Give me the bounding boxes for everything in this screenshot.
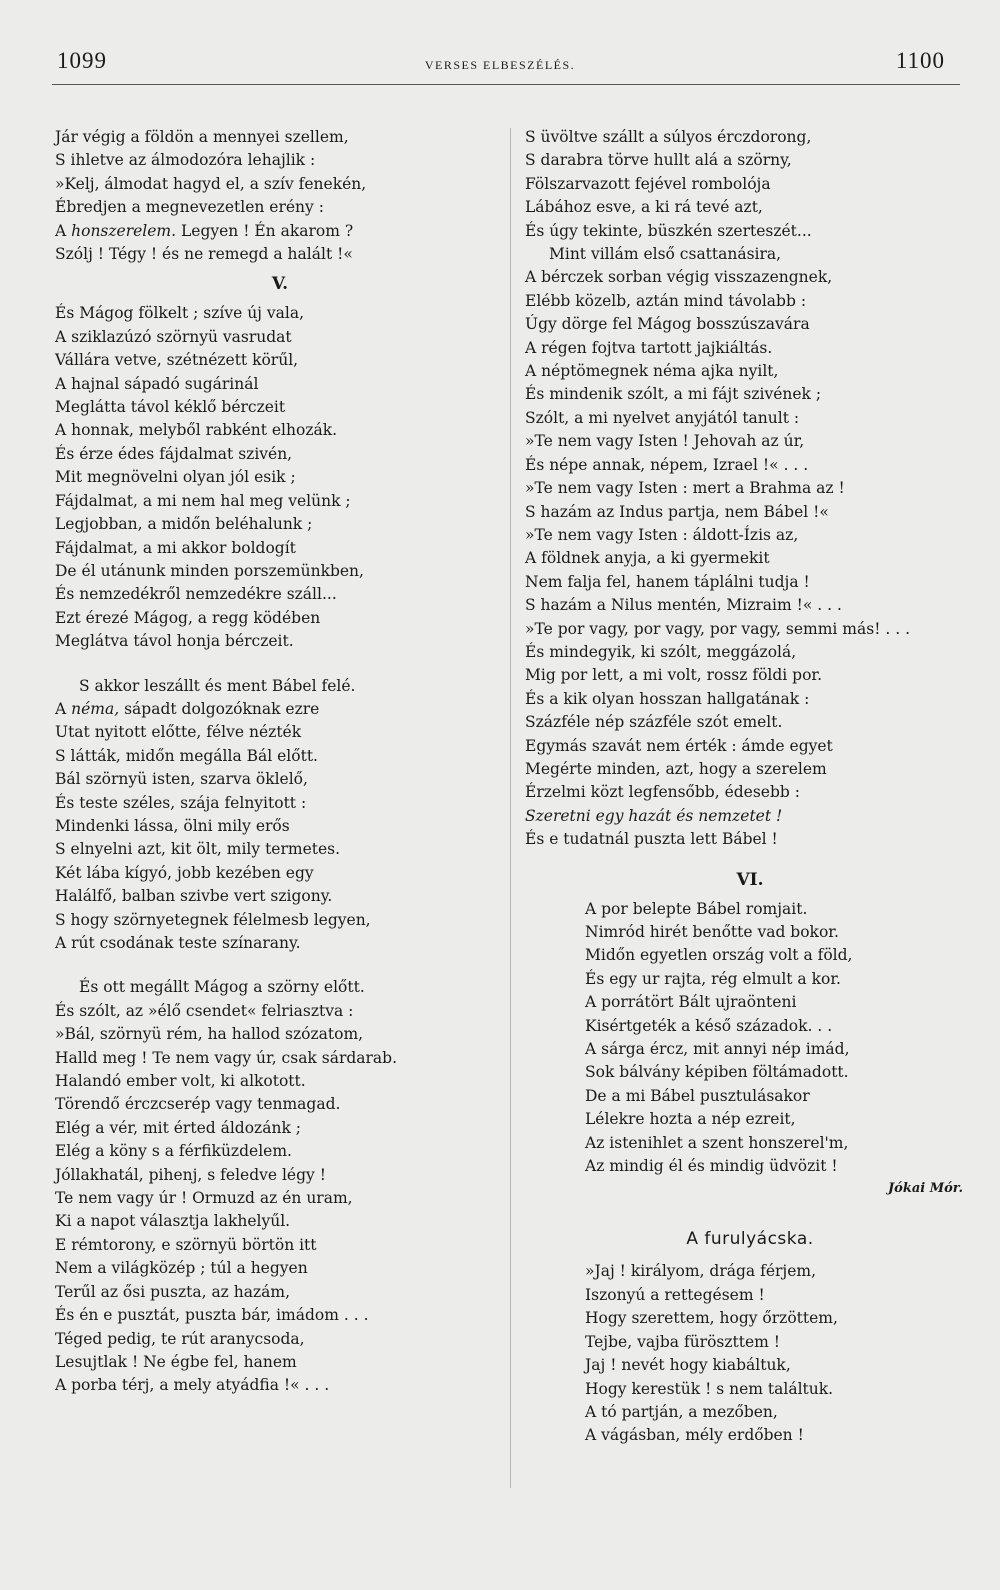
- verse-line: S akkor leszállt és ment Bábel felé.: [79, 676, 356, 695]
- verse-line: Halálfő, balban szivbe vert szigony.: [55, 887, 333, 906]
- verse-line: Jaj ! nevét hogy kiabáltuk,: [585, 1356, 791, 1375]
- verse-line: »Te nem vagy Isten : áldott-Ízis az,: [525, 525, 799, 544]
- verse-line: Mindenki lássa, ölni mily erős: [55, 816, 290, 835]
- section-heading-v: V.: [271, 274, 289, 295]
- running-title: VERSES ELBESZÉLÉS.: [424, 58, 576, 72]
- verse-line: A por belepte Bábel romjait.: [585, 899, 808, 918]
- verse-line: És a kik olyan hosszan hallgatának :: [525, 689, 810, 708]
- verse-line: Mint villám első csattanásira,: [549, 245, 782, 264]
- verse-line: Bál szörnyü isten, szarva öklelő,: [55, 770, 308, 789]
- verse-line: A bérczek sorban végig visszazengnek,: [525, 268, 833, 287]
- right-page-number: 1100: [895, 48, 945, 73]
- verse-line: Jóllakhatál, pihenj, s feledve légy !: [55, 1165, 326, 1184]
- column-divider: [510, 128, 511, 1488]
- verse-line: És nemzedékről nemzedékre száll...: [55, 585, 337, 604]
- section-heading-vi: VI.: [736, 869, 764, 890]
- verse-line: »Kelj, álmodat hagyd el, a szív fenekén,: [55, 174, 367, 193]
- verse-line: A honnak, melyből rabként elhozák.: [55, 421, 338, 440]
- verse-line: Halld meg ! Te nem vagy úr, csak sárdarab.: [55, 1048, 398, 1067]
- verse-line: S elnyelni azt, kit ölt, mily termetes.: [55, 840, 341, 859]
- verse-line: »Jaj ! királyom, drága férjem,: [585, 1262, 817, 1281]
- verse-line: Vállára vetve, szétnézett körűl,: [55, 351, 299, 370]
- verse-line: Nimród hirét benőtte vad bokor.: [585, 923, 839, 941]
- verse-line: »Te nem vagy Isten : mert a Brahma az !: [525, 479, 845, 498]
- verse-line: Midőn egyetlen ország volt a föld,: [585, 946, 853, 965]
- verse-line: Mit megnövelni olyan jól esik ;: [55, 468, 296, 487]
- verse-line: Sok bálvány képiben föltámadott.: [585, 1063, 849, 1082]
- verse-line: S darabra törve hullt alá a szörny,: [525, 151, 792, 170]
- verse-line: A tó partján, a mezőben,: [585, 1402, 778, 1421]
- verse-line: Lesujtlak ! Ne égbe fel, hanem: [55, 1352, 297, 1371]
- verse-line: Két lába kígyó, jobb kezében egy: [55, 863, 314, 882]
- verse-line: »Te por vagy, por vagy, por vagy, semmi más! . . .: [525, 619, 910, 638]
- poem-title: A furulyácska.: [686, 1229, 814, 1250]
- verse-line: És mindegyik, ki szólt, meggázolá,: [525, 642, 797, 661]
- verse-line: A vágásban, mély erdőben !: [585, 1426, 804, 1445]
- verse-line: Lélekre hozta a nép ezreit,: [585, 1110, 796, 1129]
- verse-line: Hogy szerettem, hogy őrzöttem,: [585, 1309, 838, 1328]
- verse-line: Hogy kerestük ! s nem találtuk.: [585, 1379, 834, 1398]
- verse-line: Utat nyitott előtte, félve nézték: [55, 723, 302, 742]
- verse-line: »Te nem vagy Isten ! Jehovah az úr,: [525, 432, 805, 451]
- verse-line: A néma, sápadt dolgozóknak ezre: [55, 699, 320, 718]
- verse-line: De a mi Bábel pusztulásakor: [585, 1086, 810, 1105]
- verse-line: Tejbe, vajba füröszttem !: [585, 1332, 781, 1351]
- verse-line: S hazám az Indus partja, nem Bábel !«: [525, 502, 829, 521]
- verse-line: Ki a napot választja lakhelyűl.: [55, 1212, 291, 1231]
- verse-line: És egy ur rajta, rég elmult a kor.: [585, 969, 841, 988]
- verse-line: És népe annak, népem, Izrael !« . . .: [525, 455, 809, 474]
- left-page-number: 1099: [57, 48, 107, 73]
- verse-line: A hajnal sápadó sugárinál: [55, 374, 259, 393]
- verse-line: És teste széles, szája felnyitott :: [55, 793, 307, 812]
- verse-line: Úgy dörge fel Mágog bosszúszavára: [525, 315, 810, 334]
- verse-line: Szeretni egy hazát és nemzetet !: [525, 806, 783, 825]
- verse-line: S üvöltve szállt a súlyos érczdorong,: [525, 128, 812, 146]
- page-header: [55, 48, 945, 88]
- verse-line: Nem falja fel, hanem táplálni tudja !: [525, 572, 810, 591]
- verse-line: Szólt, a mi nyelvet anyjától tanult :: [525, 408, 800, 427]
- verse-line: S látták, midőn megálla Bál előtt.: [55, 746, 318, 765]
- verse-line: Iszonyú a rettegésem !: [585, 1285, 765, 1304]
- verse-line: Ezt érezé Mágog, a regg ködében: [55, 608, 321, 627]
- header-rule: [52, 84, 960, 85]
- verse-line: A régen fojtva tartott jajkiáltás.: [525, 338, 773, 357]
- verse-line: Kisértgeték a késő századok. . .: [585, 1016, 833, 1035]
- verse-line: Te nem vagy úr ! Ormuzd az én uram,: [55, 1189, 353, 1208]
- verse-line: Az istenihlet a szent honszerel'm,: [585, 1133, 849, 1152]
- verse-line: És én e pusztát, puszta bár, imádom . . .: [55, 1306, 369, 1325]
- verse-line: E rémtorony, e szörnyü börtön itt: [55, 1235, 317, 1254]
- verse-line: Halandó ember volt, ki alkotott.: [55, 1072, 306, 1091]
- verse-line: És e tudatnál puszta lett Bábel !: [525, 830, 778, 849]
- verse-line: S hogy szörnyetegnek félelmesb legyen,: [55, 910, 371, 929]
- verse-line: Az mindig él és mindig üdvözit !: [585, 1157, 838, 1176]
- verse-line: És úgy tekinte, büszkén szerteszét...: [525, 221, 812, 240]
- right-column: [525, 126, 975, 1448]
- right-stanza-1: [525, 126, 975, 852]
- verse-line: De él utánunk minden porszemünkben,: [55, 561, 364, 580]
- author-signature: Jókai Mór.: [888, 1181, 963, 1197]
- verse-line: Meglátva távol honja bérczeit.: [55, 632, 294, 651]
- verse-line: Elég a köny s a férfiküzdelem.: [55, 1142, 292, 1161]
- verse-line: S ihletve az álmodozóra lehajlik :: [55, 151, 316, 170]
- verse-line: Fájdalmat, a mi nem hal meg velünk ;: [55, 491, 351, 510]
- verse-line: És szólt, az »élő csendet« felriasztva :: [55, 1001, 354, 1020]
- verse-line: Fájdalmat, a mi akkor boldogít: [55, 538, 296, 557]
- verse-line: Lábához esve, a ki rá tevé azt,: [525, 198, 763, 217]
- verse-line: A rút csodának teste színarany.: [55, 934, 301, 952]
- verse-line: A földnek anyja, a ki gyermekit: [525, 549, 770, 568]
- verse-line: És érze édes fájdalmat szivén,: [55, 444, 293, 463]
- verse-line: A porrátört Bált ujraönteni: [585, 993, 797, 1012]
- verse-line: És ott megállt Mágog a szörny előtt.: [79, 978, 365, 997]
- verse-line: A sárga ércz, mit annyi nép imád,: [585, 1040, 850, 1059]
- verse-line: Jár végig a földön a mennyei szellem,: [55, 128, 349, 146]
- verse-line: Szólj ! Tégy ! és ne remegd a halált !«: [55, 245, 353, 264]
- verse-line: Téged pedig, te rút aranycsoda,: [55, 1329, 305, 1348]
- verse-line: Terűl az ősi puszta, az hazám,: [55, 1282, 291, 1301]
- verse-line: A porba térj, a mely atyádfia !« . . .: [55, 1376, 330, 1395]
- verse-line: És Mágog fölkelt ; szíve új vala,: [55, 304, 305, 323]
- right-stanza-2: [525, 898, 975, 1179]
- left-column: [55, 126, 505, 1398]
- verse-line: S hazám a Nilus mentén, Mizraim !« . . .: [525, 596, 842, 615]
- verse-line: Mig por lett, a mi volt, rossz földi por.: [525, 666, 823, 685]
- verse-line: Meglátta távol kéklő bérczeit: [55, 398, 286, 417]
- verse-line: Elég a vér, mit érted áldozánk ;: [55, 1118, 301, 1137]
- verse-line: A sziklazúzó szörnyü vasrudat: [55, 327, 292, 346]
- left-stanza-4: [55, 976, 505, 1397]
- verse-line: Törendő érczcserép vagy tenmagad.: [55, 1095, 341, 1114]
- verse-line: »Bál, szörnyü rém, ha hallod szózatom,: [55, 1025, 364, 1044]
- verse-line: Elébb közelb, aztán mind távolabb :: [525, 291, 807, 310]
- verse-line: Ébredjen a megnevezetlen erény :: [55, 198, 324, 217]
- verse-line: Megérte minden, azt, hogy a szerelem: [525, 759, 827, 778]
- verse-line: Fölszarvazott fejével rombolója: [525, 174, 771, 193]
- verse-line: Érzelmi közt legfensőbb, édesebb :: [525, 783, 800, 802]
- left-stanza-2: [55, 302, 505, 653]
- verse-line: Legjobban, a midőn beléhalunk ;: [55, 515, 313, 534]
- left-stanza-3: [55, 675, 505, 956]
- left-stanza-1: [55, 126, 505, 266]
- verse-line: Nem a világközép ; túl a hegyen: [55, 1259, 308, 1278]
- verse-line: A honszerelem. Legyen ! Én akarom ?: [55, 221, 354, 240]
- verse-line: Egymás szavát nem érték : ámde egyet: [525, 736, 833, 755]
- verse-line: A néptömegnek néma ajka nyilt,: [525, 362, 779, 381]
- poem-2-stanza: [525, 1260, 975, 1447]
- verse-line: Százféle nép százféle szót emelt.: [525, 713, 783, 732]
- verse-line: És mindenik szólt, a mi fájt szivének ;: [525, 385, 822, 404]
